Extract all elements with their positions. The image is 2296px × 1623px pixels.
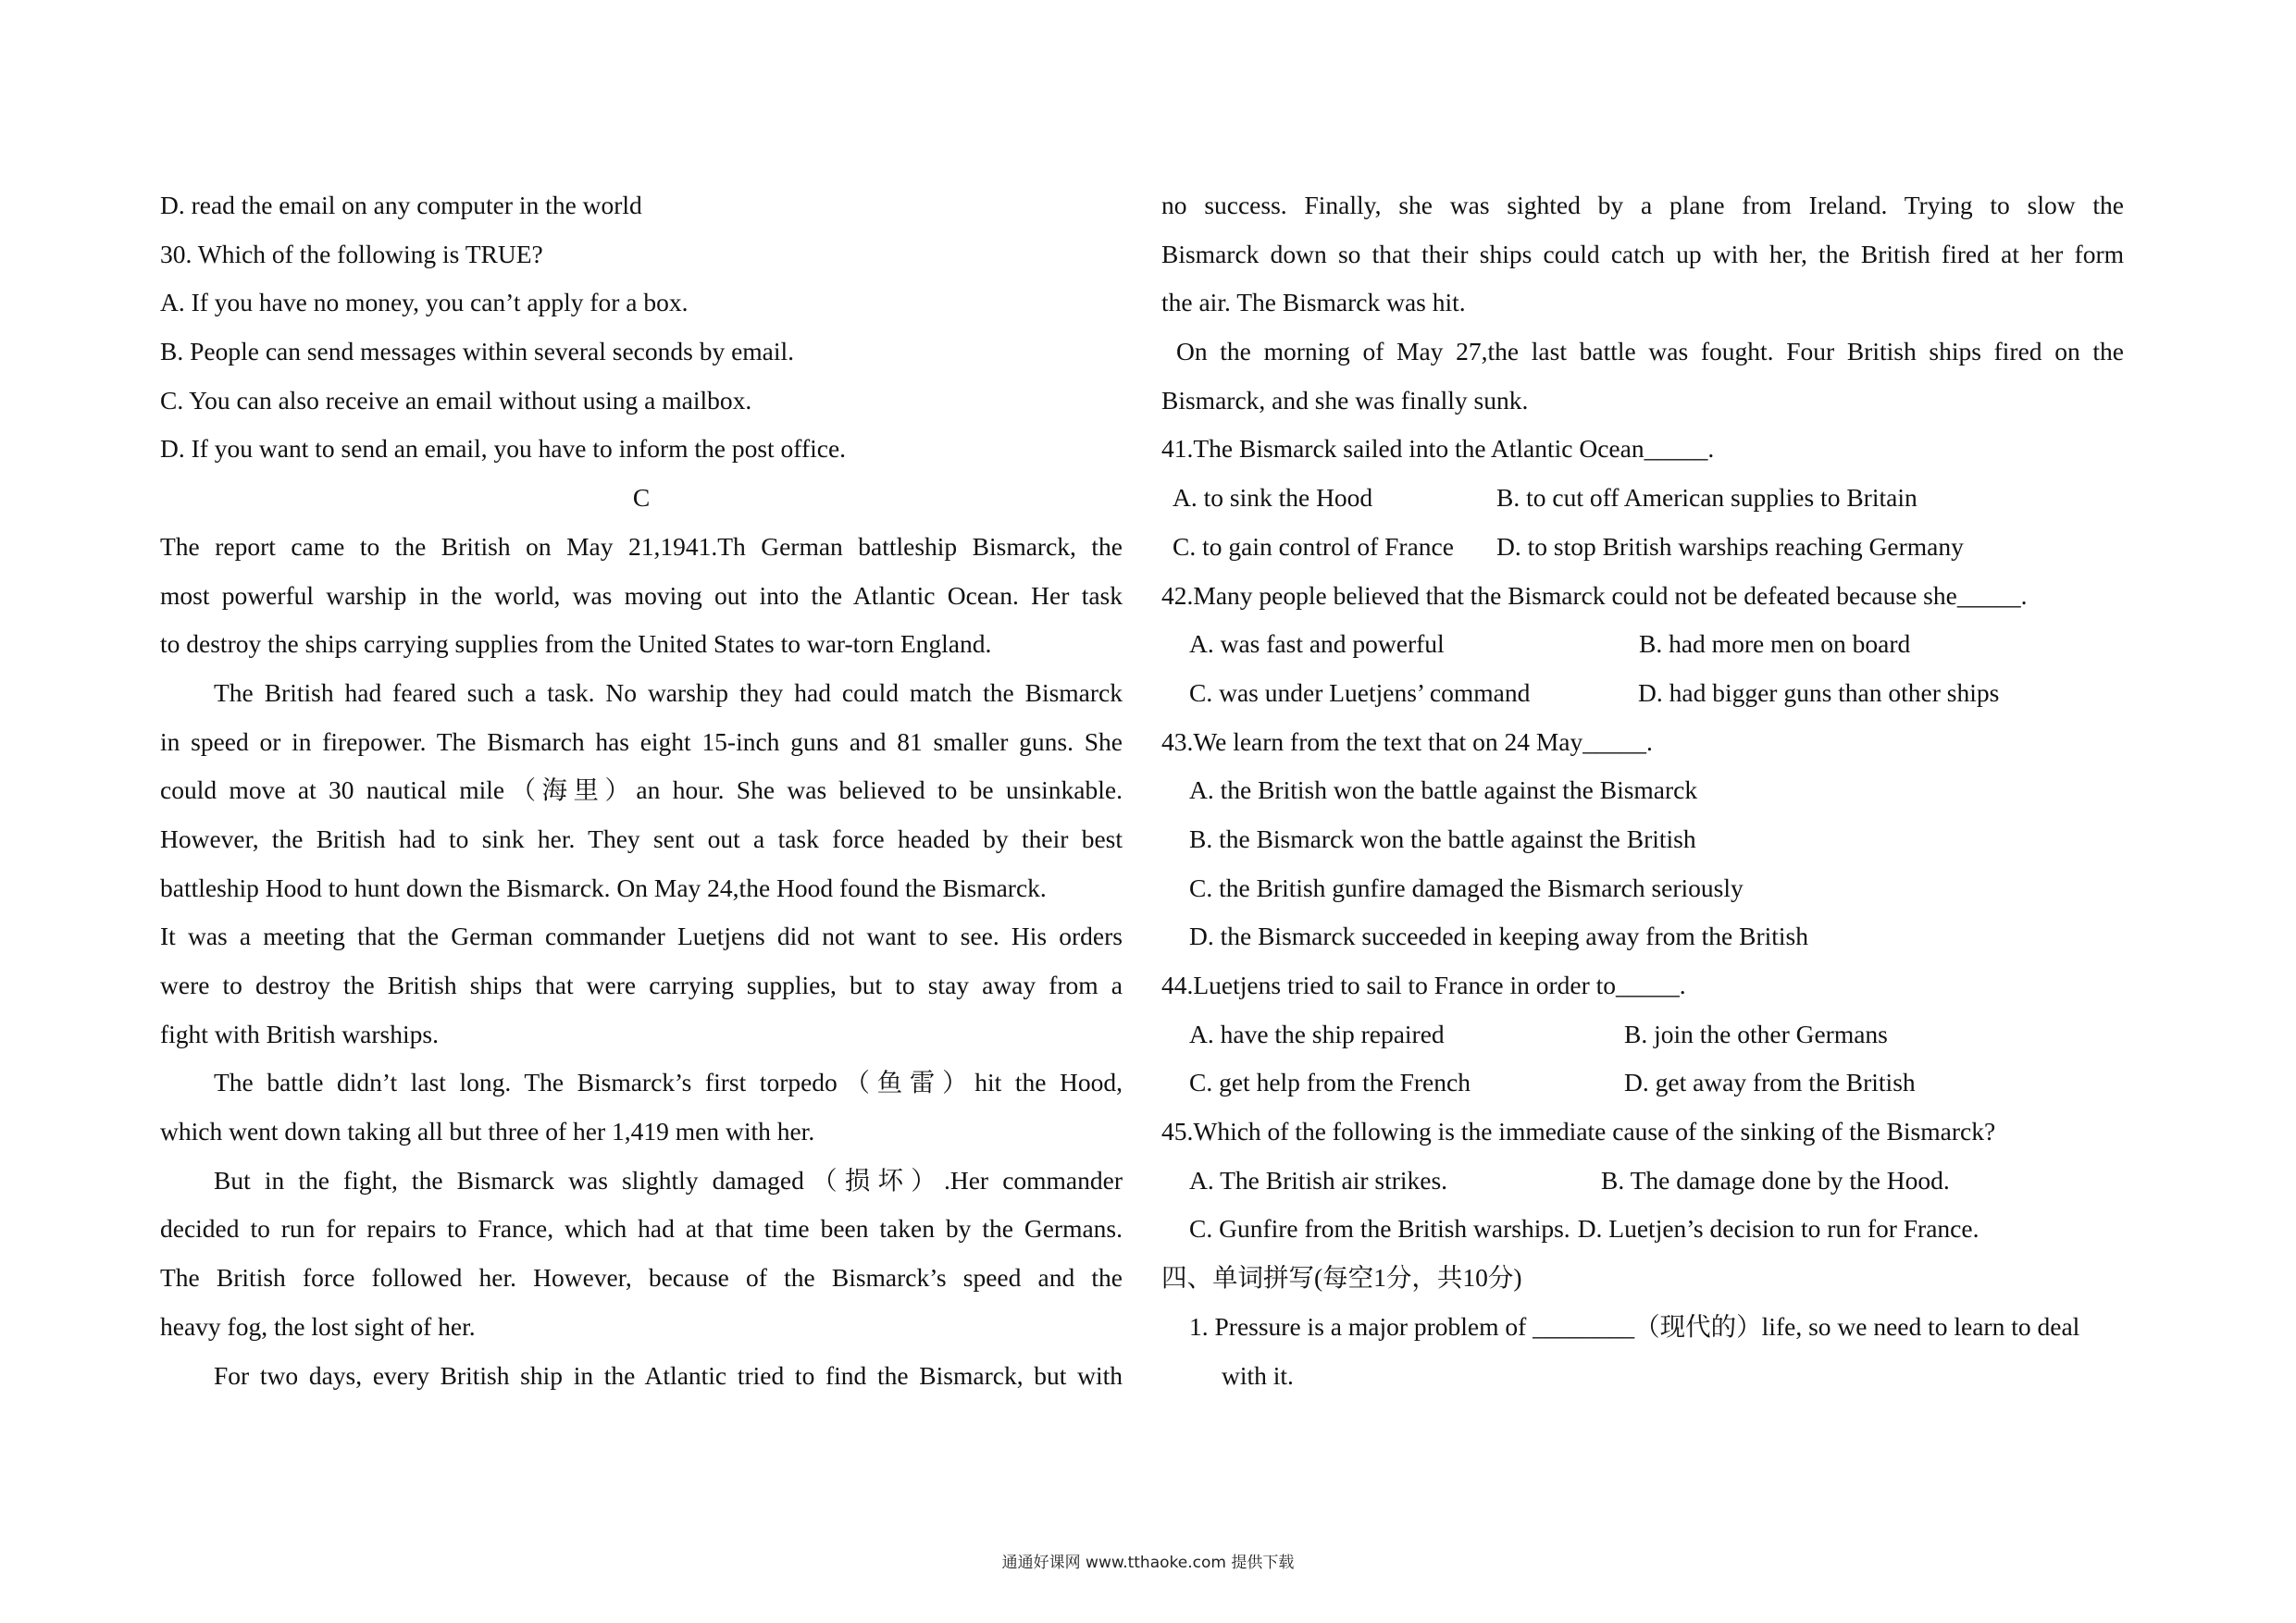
question-44: 44.Luetjens tried to sail to France in order to_____.: [1161, 971, 1686, 999]
q29-option-d: D. read the email on any computer in the world: [160, 191, 642, 219]
q45-option-c: C. Gunfire from the British warships.: [1189, 1214, 1570, 1244]
q43-option-b: B. the Bismarck won the battle against the British: [1189, 824, 1696, 853]
passage-line: decided to run for repairs to France, which had at that time been taken by the Germans.: [160, 1214, 1123, 1244]
q43-option-a: A. the British won the battle against the Bismarck: [1189, 775, 1698, 805]
passage-line: the air. The Bismarck was hit.: [1161, 288, 1466, 317]
q42-option-b: B. had more men on board: [1639, 629, 1911, 659]
q45-option-a: A. The British air strikes.: [1189, 1165, 1448, 1195]
q44-option-b: B. join the other Germans: [1624, 1019, 1888, 1048]
q44-option-c: C. get help from the French: [1189, 1068, 1471, 1097]
q44-option-d: D. get away from the British: [1624, 1068, 1916, 1097]
section-4-heading: 四、单词拼写(每空1分，共10分): [1161, 1263, 1522, 1293]
q44-options-row-2: [1161, 1059, 2124, 1108]
q43-option-c: C. the British gunfire damaged the Bismarch seriously: [1189, 873, 1744, 902]
q30-option-a: A. If you have no money, you can’t apply for a box.: [160, 288, 689, 317]
q41-option-c: C. to gain control of France: [1173, 531, 1454, 561]
passage-line: heavy fog, the lost sight of her.: [160, 1311, 476, 1341]
question-30: 30. Which of the following is TRUE?: [160, 239, 543, 268]
q42-options-row-2: [1161, 669, 2124, 718]
q41-option-b: B. to cut off American supplies to Britain: [1496, 483, 1917, 513]
passage-line: could move at 30 nautical mile（海里）an hour. She was believed to be unsinkable.: [160, 775, 1123, 805]
passage-line: in speed or in firepower. The Bismarch has eight 15-inch guns and 81 smaller guns. She: [160, 726, 1123, 756]
q45-options-row-1: [1161, 1157, 2124, 1206]
q30-option-c: C. You can also receive an email without using a mailbox.: [160, 385, 752, 415]
passage-line: The British force followed her. However, because of the Bismarck’s speed and the: [160, 1263, 1123, 1293]
passage-line: On the morning of May 27,the last battle was fought. Four British ships fired on the: [1176, 337, 2124, 366]
footer-source: 通通好课网 www.tthaoke.com 提供下载: [1001, 1554, 1295, 1572]
passage-line: Bismarck down so that their ships could catch up with her, the British fired at her form: [1161, 239, 2124, 268]
q41-option-d: D. to stop British warships reaching Germany: [1496, 531, 1964, 561]
q42-option-a: A. was fast and powerful: [1189, 629, 1445, 659]
q30-option-d: D. If you want to send an email, you have to inform the post office.: [160, 434, 847, 464]
spelling-item-1-continued: with it.: [1222, 1360, 1294, 1390]
q41-option-a: A. to sink the Hood: [1173, 483, 1373, 513]
section-c-heading: C: [632, 483, 651, 513]
passage-line: battleship Hood to hunt down the Bismarck. On May 24,the Hood found the Bismarck.: [160, 873, 1047, 902]
passage-line: However, the British had to sink her. They sent out a task force headed by their best: [160, 824, 1123, 853]
passage-line: most powerful warship in the world, was moving out into the Atlantic Ocean. Her task: [160, 580, 1123, 610]
passage-line: no success. Finally, she was sighted by a plane from Ireland. Trying to slow the: [1161, 191, 2124, 219]
q41-options-row-1: [1161, 474, 2124, 523]
passage-line: Bismarck, and she was finally sunk.: [1161, 385, 1529, 415]
question-41: 41.The Bismarck sailed into the Atlantic Ocean_____.: [1161, 434, 1715, 464]
question-42: 42.Many people believed that the Bismarck could not be defeated because she_____.: [1161, 580, 2028, 610]
passage-line: which went down taking all but three of her 1,419 men with her.: [160, 1117, 815, 1146]
passage-line: The battle didn’t last long. The Bismarck’s first torpedo（鱼雷）hit the Hood,: [214, 1068, 1123, 1097]
q42-option-c: C. was under Luetjens’ command: [1189, 677, 1531, 707]
passage-line: It was a meeting that the German commander Luetjens did not want to see. His orders: [160, 922, 1123, 951]
q45-option-b: B. The damage done by the Hood.: [1601, 1165, 1950, 1195]
q42-option-d: D. had bigger guns than other ships: [1638, 677, 2000, 707]
passage-line: fight with British warships.: [160, 1019, 439, 1048]
passage-line: were to destroy the British ships that were carrying supplies, but to stay away from a: [160, 971, 1123, 999]
question-45: 45.Which of the following is the immediate cause of the sinking of the Bismarck?: [1161, 1117, 1996, 1146]
passage-line: For two days, every British ship in the Atlantic tried to find the Bismarck, but with: [214, 1360, 1123, 1390]
right-column: [1161, 181, 2124, 1400]
spelling-item-1: 1. Pressure is a major problem of ________（现代的）life, so we need to learn to deal: [1189, 1311, 2080, 1341]
passage-line: The report came to the British on May 21,1941.Th German battleship Bismarck, the: [160, 531, 1123, 561]
q44-option-a: A. have the ship repaired: [1189, 1019, 1445, 1048]
q44-options-row-1: [1161, 1010, 2124, 1059]
q45-option-d: D. Luetjen’s decision to run for France.: [1577, 1214, 1980, 1244]
q30-option-b: B. People can send messages within several seconds by email.: [160, 337, 795, 366]
left-column: [160, 181, 1123, 1400]
passage-line: The British had feared such a task. No warship they had could match the Bismarck: [214, 677, 1123, 707]
question-43: 43.We learn from the text that on 24 May_____.: [1161, 726, 1653, 756]
passage-line: But in the fight, the Bismarck was slightly damaged（损坏）.Her commander: [214, 1165, 1123, 1195]
q42-options-row-1: [1161, 620, 2124, 669]
q41-options-row-2: [1161, 523, 2124, 572]
q43-option-d: D. the Bismarck succeeded in keeping away from the British: [1189, 922, 1808, 951]
passage-line: to destroy the ships carrying supplies from the United States to war-torn England.: [160, 629, 992, 659]
q45-options-row-2: [1161, 1205, 2124, 1254]
